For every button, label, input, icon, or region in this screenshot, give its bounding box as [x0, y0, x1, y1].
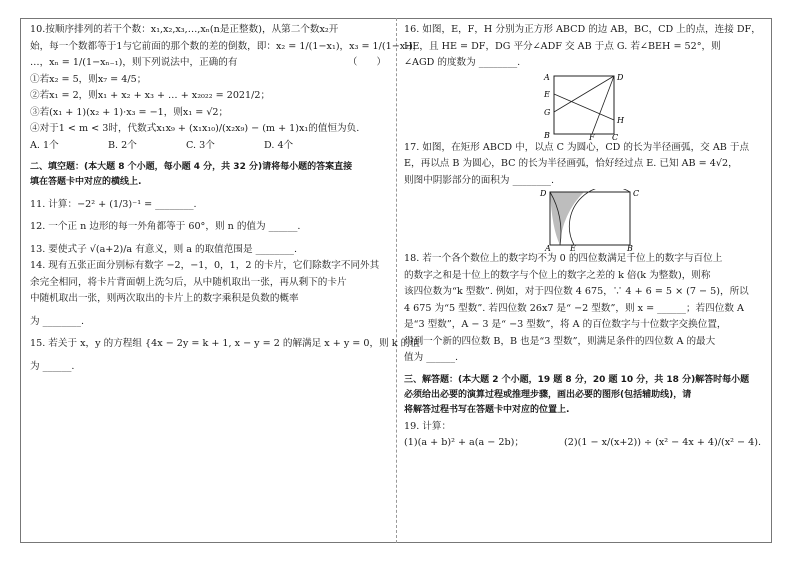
q10-options: [30, 138, 386, 155]
q10-line3: …，xₙ = 1/(1−xₙ₋₁)，则下列说法中，正确的有 （ ）: [30, 57, 387, 68]
q14-line2: 余完全相同，将卡片背面朝上洗匀后，从中随机取出一张，再从剩下的卡片: [30, 276, 347, 288]
section2-heading-line1: 二、填空题：(本大题 8 个小题，每小题 4 分，共 32 分)请将每小题的答案直接: [30, 162, 353, 172]
q12: 12. 一个正 n 边形的每一外角都等于 60°，则 n 的值为 ______.: [30, 221, 301, 233]
q10-statement-3: ③若(x₁ + 1)(x₂ + 1)·x₃ = −1，则x₁ = √2；: [30, 106, 229, 118]
label-d: D: [540, 189, 547, 198]
option-d: D. 4个: [264, 139, 294, 151]
label-b: B: [544, 130, 550, 140]
label-g: G: [544, 107, 551, 117]
section3-heading-line2: 必须给出必要的演算过程或推理步骤，画出必要的图形(包括辅助线)，请: [404, 389, 692, 400]
q10-line1: 10.按顺序排列的若干个数：x₁,x₂,x₃,…,xₙ(n是正整数)，从第二个数x₂开: [30, 24, 339, 35]
q10-statement-1: ①若x₂ = 5，则x₇ = 4/5；: [30, 73, 147, 85]
q13: 13. 要使式子 √(a+2)/a 有意义，则 a 的取值范围是 ________.: [30, 243, 298, 255]
label-e: E: [570, 244, 576, 251]
section2-heading-line2: 填在答题卡中对应的横线上.: [30, 177, 142, 188]
q16-line3: ∠AGD 的度数为 ________.: [404, 57, 521, 68]
q18-line3: 该四位数为“k 型数”. 例如，对于四位数 4 675，∵ 4 + 6 = 5 × (7 − 5)，所以: [404, 286, 749, 297]
q17-line2: E，再以点 B 为圆心，BC 的长为半径画弧，恰好经过点 E. 已知 AB = 4√2，: [404, 158, 738, 169]
square-abcd: [554, 76, 614, 134]
q10-statement-2: ②若x₁ = 2，则x₁ + x₂ + x₃ + … + x₂₀₂₂ = 2021/2；: [30, 90, 271, 101]
label-b: B: [627, 244, 633, 251]
q19-title: 19. 计算：: [404, 420, 452, 432]
q19-part1: (1)(a + b)² + a(a − 2b)；: [404, 437, 524, 449]
right-column: [404, 22, 760, 452]
label-a: A: [544, 72, 550, 82]
q14-line1: 14. 现有五张正面分别标有数字 −2，−1，0，1，2 的卡片，它们除数字不同外其: [30, 260, 380, 272]
q10-statement-4: ④对于1 < m < 3时，代数式x₁x₉ + (x₁x₁₀)/(x₂x₉) − (m + 1)x₁的值恒为负.: [30, 123, 360, 134]
q18-line6: 得到一个新的四位数 B，B 也是“3 型数”，则满足条件的四位数 A 的最大: [404, 335, 716, 347]
q18-line7: 值为 ______.: [404, 352, 459, 363]
label-a: A: [545, 244, 551, 251]
q17-rectangle-figure: [536, 189, 646, 251]
q19-part2: (2)(1 − x/(x+2)) ÷ (x² − 4x + 4)/(x² − 4).: [564, 437, 762, 449]
q18-line2: 的数字之和是十位上的数字与个位上的数字之差的 k 倍(k 为整数)，则称: [404, 269, 711, 281]
q14-line3: 中随机取出一张，则两次取出的卡片上的数字乘积是负数的概率: [30, 293, 299, 305]
section3-heading-line1: 三、解答题：(本大题 2 个小题，19 题 8 分，20 题 10 分，共 18 分)解答时每小题: [404, 374, 750, 385]
q16-square-figure: [534, 72, 654, 140]
q18-line1: 18. 若一个各个数位上的数字均不为 0 的四位数满足千位上的数字与百位上: [404, 253, 723, 264]
q16-line2: HE，且 HE = DF，DG 平分∠ADF 交 AB 于点 G. 若∠BEH = 52°，则: [404, 40, 721, 52]
q15-line2: 为 ______.: [30, 360, 75, 372]
q14-line4: 为 ________.: [30, 315, 85, 327]
option-c: C. 3个: [186, 139, 215, 151]
q10-line2: 始，每一个数都等于1与它前面的那个数的差的倒数，即：x₂ = 1/(1−x₁)，x₃ = 1/(1−x₂)，: [30, 40, 423, 52]
option-a: A. 1个: [30, 139, 59, 151]
q19-parts: [404, 435, 760, 452]
q16-line1: 16. 如图，E，F，H 分别为正方形 ABCD 的边 AB，BC，CD 上的点，连接 DF，: [404, 24, 761, 35]
segment-df: [592, 76, 614, 134]
column-divider: [396, 18, 398, 543]
section3-heading-line3: 将解答过程书写在答题卡中对应的位置上.: [404, 405, 570, 416]
q17-line1: 17. 如图，在矩形 ABCD 中，以点 C 为圆心，CD 的长为半径画弧，交 AB 于点: [404, 141, 750, 153]
label-f: F: [589, 132, 595, 140]
q17-line3: 则图中阴影部分的面积为 ________.: [404, 174, 555, 186]
q11: 11. 计算：−2² + (1/3)⁻¹ = ________.: [30, 198, 197, 210]
label-d: D: [617, 72, 624, 82]
q18-line5: 是“3 型数”，A − 3 是“ −3 型数”，将 A 的百位数字与十位数字交换位置，: [404, 319, 727, 330]
label-e: E: [544, 89, 550, 99]
option-b: B. 2个: [108, 139, 137, 151]
q15-line1: 15. 若关于 x，y 的方程组 {4x − 2y = k + 1, x − y = 2 的解满足 x + y = 0，则 k 的值: [30, 338, 420, 350]
label-c: C: [612, 132, 619, 140]
label-c: C: [633, 189, 640, 198]
label-h: H: [617, 115, 624, 125]
q18-line4: 4 675 为“5 型数”. 若四位数 26x7 是“ −2 型数”，则 x = ______；若四位数 A: [404, 302, 744, 314]
left-column: [30, 22, 423, 375]
